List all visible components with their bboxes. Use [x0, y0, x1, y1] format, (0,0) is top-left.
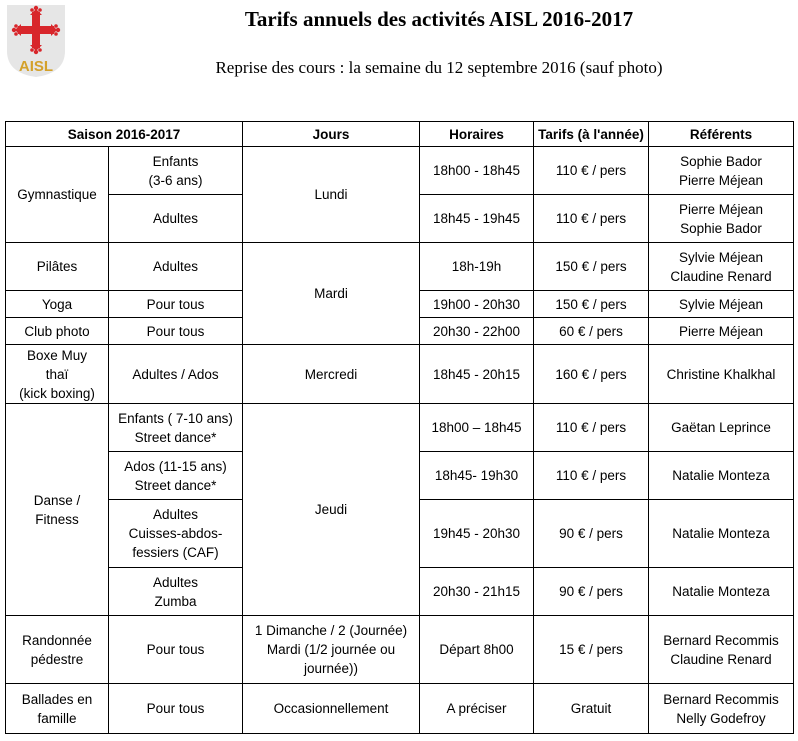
referent-cell: Gaëtan Leprince — [649, 404, 794, 452]
referent-cell: Sylvie Méjean Claudine Renard — [649, 243, 794, 291]
activity-cell: Boxe Muy thaï (kick boxing) — [6, 345, 109, 404]
group-cell: Adultes Cuisses-abdos- fessiers (CAF) — [109, 500, 243, 568]
table-row — [6, 147, 794, 195]
day-cell: Jeudi — [243, 404, 420, 616]
day-cell: Occasionnellement — [243, 684, 420, 734]
activity-cell: Pilâtes — [6, 243, 109, 291]
referent-cell: Sophie Bador Pierre Méjean — [649, 147, 794, 195]
referent-cell: Natalie Monteza — [649, 568, 794, 616]
page-subtitle: Reprise des cours : la semaine du 12 septembre 2016 (sauf photo) — [215, 58, 663, 77]
hours-cell: 18h00 - 18h45 — [420, 147, 534, 195]
group-cell: Adultes / Ados — [109, 345, 243, 404]
activity-cell: Randonnée pédestre — [6, 616, 109, 684]
hours-cell: 19h00 - 20h30 — [420, 291, 534, 318]
group-cell: Pour tous — [109, 291, 243, 318]
day-cell: Lundi — [243, 147, 420, 243]
price-cell: 90 € / pers — [534, 500, 649, 568]
aisl-logo — [3, 3, 69, 79]
table-row — [6, 243, 794, 291]
hours-cell: 18h45- 19h30 — [420, 452, 534, 500]
day-cell: 1 Dimanche / 2 (Journée) Mardi (1/2 journée ou journée)) — [243, 616, 420, 684]
price-cell: 150 € / pers — [534, 291, 649, 318]
hours-cell: Départ 8h00 — [420, 616, 534, 684]
header-saison: Saison 2016-2017 — [6, 122, 243, 147]
group-cell: Pour tous — [109, 318, 243, 345]
group-cell: Adultes — [109, 243, 243, 291]
price-cell: 15 € / pers — [534, 616, 649, 684]
hours-cell: 19h45 - 20h30 — [420, 500, 534, 568]
referent-cell: Christine Khalkhal — [649, 345, 794, 404]
hours-cell: 18h45 - 19h45 — [420, 195, 534, 243]
group-cell: Pour tous — [109, 684, 243, 734]
activity-cell: Yoga — [6, 291, 109, 318]
price-cell: 110 € / pers — [534, 147, 649, 195]
hours-cell: 20h30 - 21h15 — [420, 568, 534, 616]
price-cell: 60 € / pers — [534, 318, 649, 345]
activity-cell: Danse / Fitness — [6, 404, 109, 616]
table-row — [6, 404, 794, 452]
referent-cell: Pierre Méjean — [649, 318, 794, 345]
group-cell: Adultes — [109, 195, 243, 243]
header-horaires: Horaires — [420, 122, 534, 147]
group-cell: Enfants (3-6 ans) — [109, 147, 243, 195]
table-header-row — [6, 122, 794, 147]
hours-cell: 20h30 - 22h00 — [420, 318, 534, 345]
table-row — [6, 345, 794, 404]
hours-cell: 18h45 - 20h15 — [420, 345, 534, 404]
group-cell: Adultes Zumba — [109, 568, 243, 616]
referent-cell: Sylvie Méjean — [649, 291, 794, 318]
hours-cell: 18h00 – 18h45 — [420, 404, 534, 452]
group-cell: Ados (11-15 ans) Street dance* — [109, 452, 243, 500]
logo-text: AISL — [18, 58, 54, 75]
referent-cell: Bernard Recommis Claudine Renard — [649, 616, 794, 684]
day-cell: Mercredi — [243, 345, 420, 404]
activity-cell: Gymnastique — [6, 147, 109, 243]
price-cell: 110 € / pers — [534, 452, 649, 500]
header-jours: Jours — [243, 122, 420, 147]
group-cell: Enfants ( 7-10 ans) Street dance* — [109, 404, 243, 452]
table-row — [6, 616, 794, 684]
hours-cell: A préciser — [420, 684, 534, 734]
table-row — [6, 684, 794, 734]
header-tarifs: Tarifs (à l'année) — [534, 122, 649, 147]
price-cell: Gratuit — [534, 684, 649, 734]
header-referents: Référents — [649, 122, 794, 147]
price-cell: 150 € / pers — [534, 243, 649, 291]
activity-cell: Ballades en famille — [6, 684, 109, 734]
group-cell: Pour tous — [109, 616, 243, 684]
referent-cell: Natalie Monteza — [649, 500, 794, 568]
page-title: Tarifs annuels des activités AISL 2016-2017 — [244, 7, 634, 31]
referent-cell: Pierre Méjean Sophie Bador — [649, 195, 794, 243]
referent-cell: Natalie Monteza — [649, 452, 794, 500]
price-cell: 90 € / pers — [534, 568, 649, 616]
referent-cell: Bernard Recommis Nelly Godefroy — [649, 684, 794, 734]
tarifs-table — [5, 121, 794, 734]
day-cell: Mardi — [243, 243, 420, 345]
hours-cell: 18h-19h — [420, 243, 534, 291]
activity-cell: Club photo — [6, 318, 109, 345]
price-cell: 160 € / pers — [534, 345, 649, 404]
price-cell: 110 € / pers — [534, 404, 649, 452]
price-cell: 110 € / pers — [534, 195, 649, 243]
